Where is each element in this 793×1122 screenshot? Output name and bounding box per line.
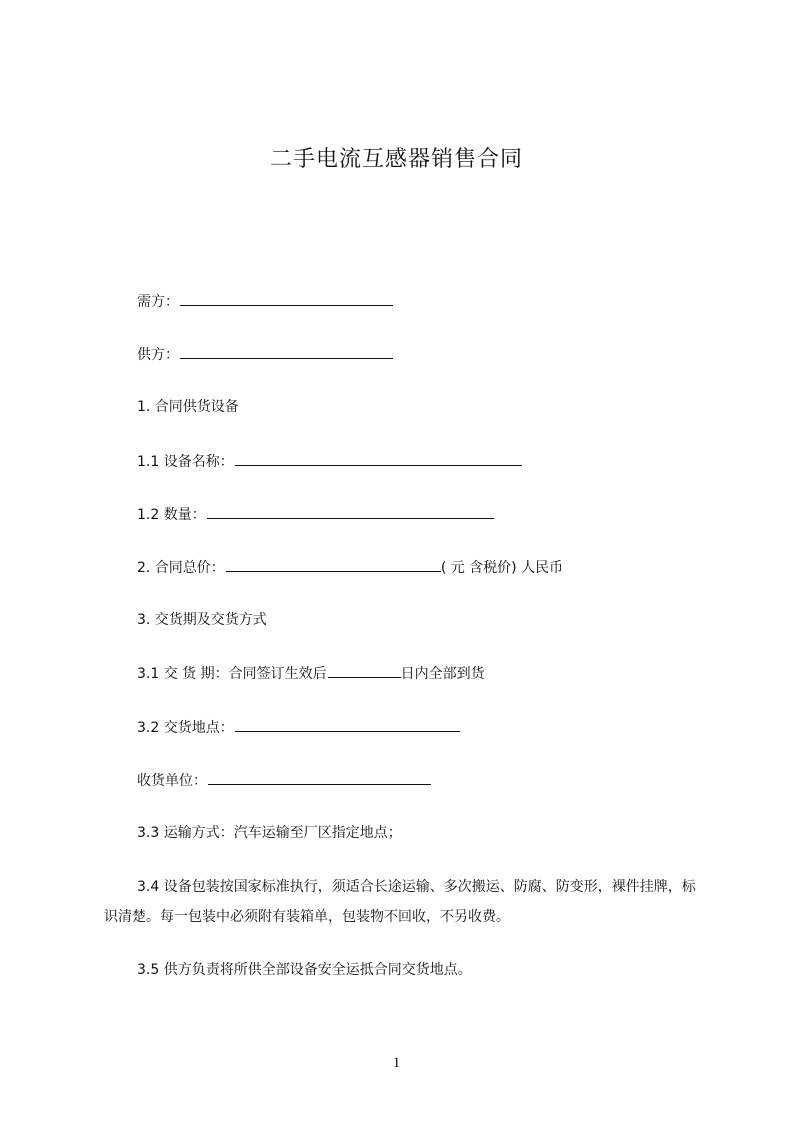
page-title: 二手电流互感器销售合同 [269,147,523,172]
delivery-place-line [137,717,460,738]
receiving-unit-field[interactable] [208,770,431,785]
supplier-label: 供方： [137,347,179,363]
page-number: 1 [392,1055,401,1071]
section-3-heading: 3. 交货期及交货方式 [137,612,267,628]
quantity-line [137,504,494,525]
packaging-paragraph: 3.4 设备包装按国家标准执行，须适合长途运输、多次搬运、防腐、防变形，裸件挂牌，标识清楚。每一包装中必须附有装箱单，包装物不回收，不另收费。 [104,879,696,925]
delivery-period-label: 3.1 交 货 期：合同签订生效后 [137,666,327,682]
delivery-days-field[interactable] [328,663,401,678]
delivery-place-label: 3.2 交货地点： [137,720,234,736]
quantity-field[interactable] [207,504,494,519]
section-1-heading: 1. 合同供货设备 [137,399,239,415]
equipment-name-field[interactable] [235,451,522,466]
receiving-unit-label: 收货单位： [137,773,207,789]
total-price-suffix: ( 元 含税价) 人民币 [440,560,564,576]
supplier-line [137,344,393,365]
buyer-line [137,291,393,312]
delivery-place-field[interactable] [235,717,460,732]
delivery-period-suffix: 日内全部到货 [400,666,485,682]
buyer-field[interactable] [180,291,393,306]
receiving-unit-line [137,770,431,791]
transport-method-line: 3.3 运输方式：汽车运输至厂区指定地点； [137,825,402,841]
quantity-label: 1.2 数量： [137,507,206,523]
buyer-label: 需方： [137,294,179,310]
delivery-period-line [137,663,485,684]
total-price-label: 2. 合同总价： [137,560,225,576]
total-price-field[interactable] [226,557,441,572]
supplier-responsibility-line: 3.5 供方负责将所供全部设备安全运抵合同交货地点。 [137,962,472,978]
equipment-name-label: 1.1 设备名称： [137,454,234,470]
supplier-field[interactable] [180,344,393,359]
equipment-name-line [137,451,522,472]
total-price-line [137,557,563,578]
